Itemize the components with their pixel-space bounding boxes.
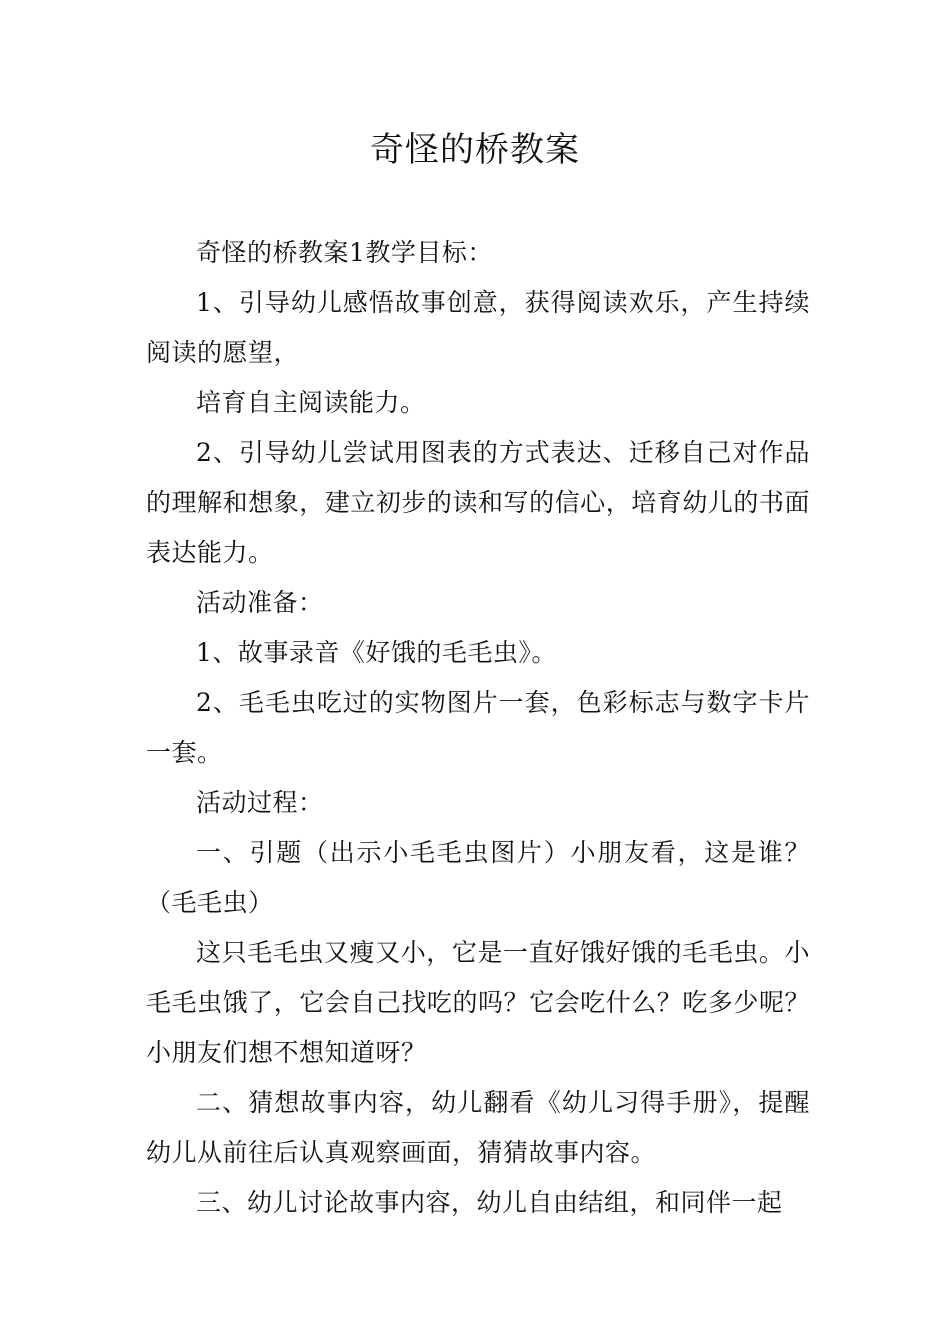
document-body [146,228,810,1228]
paragraph: 活动准备： [196,588,324,617]
paragraph: 一、引题（出示小毛毛虫图片）小朋友看，这是谁？（毛毛虫） [146,838,810,917]
paragraph: 2、引导幼儿尝试用图表的方式表达、迁移自己对作品的理解和想象，建立初步的读和写的信心，培育幼儿的书面表达能力。 [146,438,810,567]
paragraph: 1、故事录音《好饿的毛毛虫》。 [196,638,557,667]
paragraph: 培育自主阅读能力。 [196,388,426,417]
paragraph: 奇怪的桥教案1教学目标： [196,238,493,267]
paragraph: 三、幼儿讨论故事内容，幼儿自由结组，和同伴一起 [196,1188,783,1217]
paragraph: 这只毛毛虫又瘦又小，它是一直好饿好饿的毛毛虫。小毛毛虫饿了，它会自己找吃的吗？它会吃什么？吃多少呢？小朋友们想不想知道呀？ [146,938,810,1067]
paragraph: 2、毛毛虫吃过的实物图片一套，色彩标志与数字卡片一套。 [146,688,810,767]
paragraph: 二、猜想故事内容，幼儿翻看《幼儿习得手册》，提醒幼儿从前往后认真观察画面，猜猜故事内容。 [146,1088,810,1167]
paragraph: 活动过程： [196,788,324,817]
paragraph: 1、引导幼儿感悟故事创意，获得阅读欢乐，产生持续阅读的愿望， [146,288,810,367]
document-title: 奇怪的桥教案 [370,130,580,170]
